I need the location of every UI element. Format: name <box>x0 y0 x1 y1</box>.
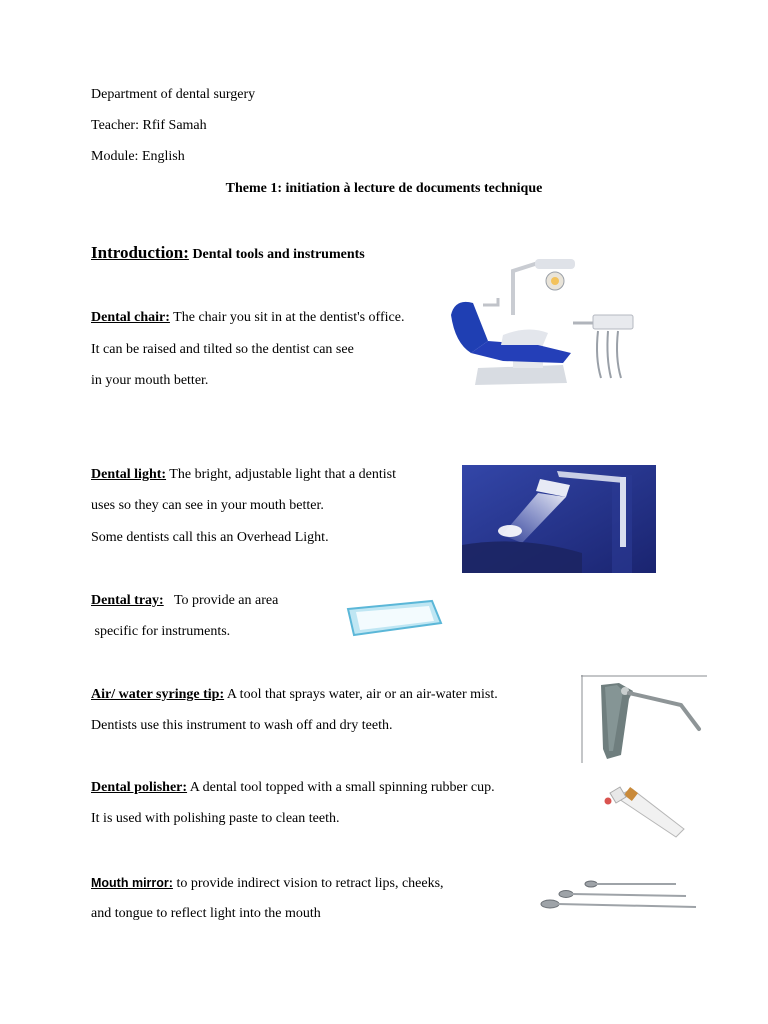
teacher-line: Teacher: Rfif Samah <box>91 118 207 133</box>
tray-text-1: To provide an area <box>163 593 279 608</box>
polisher-line-2: It is used with polishing paste to clean teeth. <box>91 811 340 826</box>
chair-text-1: The chair you sit in at the dentist's office. <box>169 310 405 325</box>
tray-term: Dental tray: <box>91 593 164 608</box>
chair-term: Dental chair: <box>91 310 170 325</box>
mirror-line-2: and tongue to reflect light into the mouth <box>91 906 321 921</box>
syringe-text-1: A tool that sprays water, air or an air-water mist. <box>224 687 498 702</box>
syringe-line-1 <box>91 686 498 704</box>
mouth-mirror-image <box>536 870 704 918</box>
mirror-line-1 <box>91 874 444 893</box>
intro-heading <box>91 244 365 264</box>
module-line: Module: English <box>91 149 185 164</box>
dental-tray-image <box>344 599 444 639</box>
dental-light-image <box>462 465 656 573</box>
syringe-tip-image <box>581 675 707 763</box>
light-term: Dental light: <box>91 467 167 482</box>
tray-line-1 <box>91 592 278 610</box>
light-line-2: uses so they can see in your mouth better. <box>91 498 324 513</box>
polisher-image <box>598 777 693 842</box>
polisher-term: Dental polisher: <box>91 780 188 795</box>
polisher-text-1: A dental tool topped with a small spinning rubber cup. <box>187 780 495 795</box>
dental-chair-image <box>443 253 638 388</box>
syringe-line-2: Dentists use this instrument to wash off and dry teeth. <box>91 718 393 733</box>
syringe-term: Air/ water syringe tip: <box>91 687 225 702</box>
department-line: Department of dental surgery <box>91 87 256 102</box>
intro-text: Dental tools and instruments <box>188 247 365 262</box>
tray-line-2: specific for instruments. <box>91 624 231 639</box>
chair-line-1 <box>91 309 404 327</box>
mirror-term: Mouth mirror: <box>91 876 173 890</box>
chair-line-3: in your mouth better. <box>91 373 209 388</box>
mirror-text-1: to provide indirect vision to retract lips, cheeks, <box>172 876 444 891</box>
light-line-1 <box>91 466 396 484</box>
light-text-1: The bright, adjustable light that a dentist <box>166 467 396 482</box>
chair-line-2: It can be raised and tilted so the dentist can see <box>91 342 354 357</box>
light-line-3: Some dentists call this an Overhead Light. <box>91 530 329 545</box>
intro-label: Introduction: <box>91 243 189 262</box>
theme-title: Theme 1: initiation à lecture de documents technique <box>225 181 543 196</box>
polisher-line-1 <box>91 779 495 797</box>
